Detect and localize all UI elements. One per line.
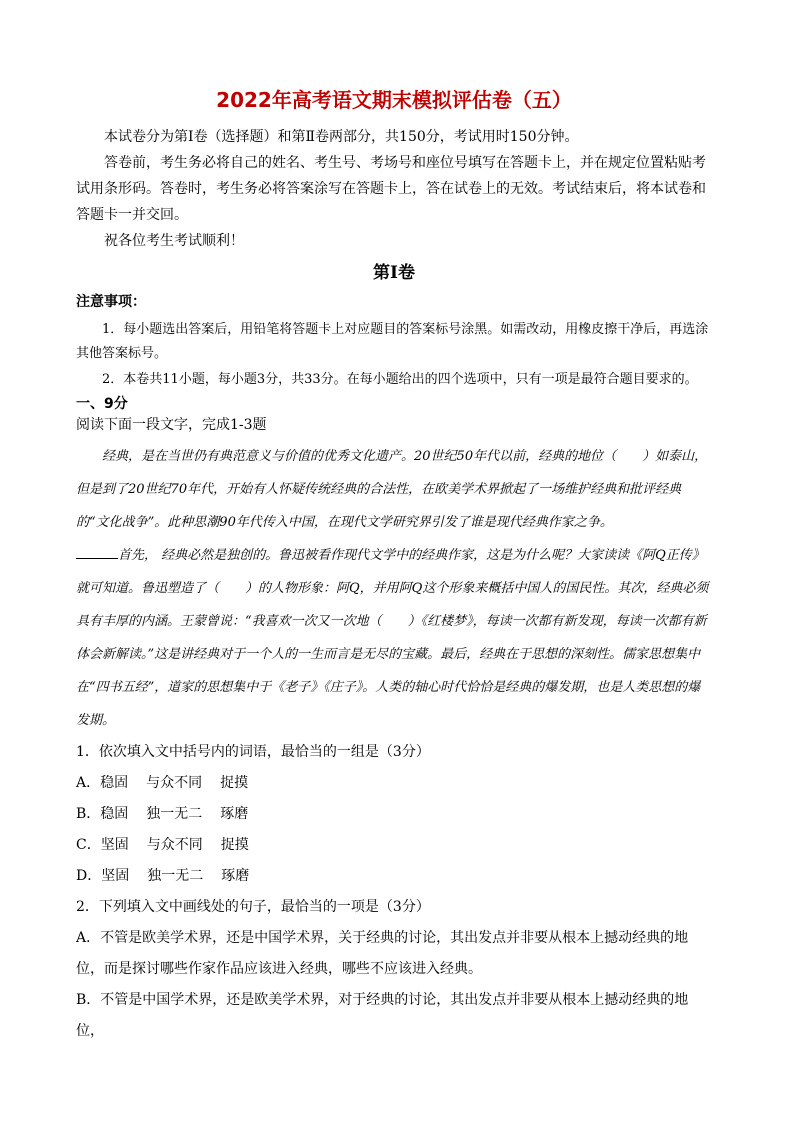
question-1-option-a — [76, 768, 712, 799]
option-word: 独一无二 — [146, 806, 203, 822]
option-word: 捉摸 — [220, 775, 249, 791]
intro-paragraph-1: 本试卷分为第Ⅰ卷（选择题）和第Ⅱ卷两部分，共150分，考试用时150分钟。 — [104, 129, 579, 145]
option-label: D． — [76, 868, 102, 884]
passage-paragraph-2 — [76, 539, 712, 737]
notice-heading: 注意事项： — [76, 294, 146, 310]
option-word: 稳固 — [100, 806, 129, 822]
question-1-option-b — [76, 799, 712, 830]
option-label: A． — [76, 775, 101, 791]
intro-paragraph-3: 祝各位考生考试顺利！ — [104, 233, 244, 249]
option-word: 捉摸 — [220, 837, 249, 853]
option-word: 稳固 — [100, 775, 129, 791]
notice-item-2: 2．本卷共11小题，每小题3分，共33分。在每小题给出的四个选项中，只有一项是最符合题目要求的。 — [102, 372, 698, 387]
exam-title: 2022年高考语文期末模拟评估卷（五） — [216, 88, 572, 112]
option-label: B． — [76, 806, 101, 822]
option-word: 坚固 — [101, 868, 130, 884]
option-word: 与众不同 — [146, 775, 203, 791]
option-word: 坚固 — [100, 837, 129, 853]
option-word: 与众不同 — [146, 837, 203, 853]
passage-paragraph-2-text: 首先， 经典必然是独创的。鲁迅被看作现代文学中的经典作家，这是为什么呢？大家读读《阿Q正传》就可知道。鲁迅塑造了（ ）的人物形象：阿Q，并用阿Q这个形象来概括中国人的国民性。其次，经典必须具有丰厚的内涵。王蒙曾说：“我喜欢一次又一次地（ ）《红楼梦》，每读一次都有新发现，每读一次都有新体会新解读。”这是讲经典对于一个人的一生而言是无尽的宝藏。最后，经典在于思想的深刻性。儒家思想集中在“四书五经”，道家的思想集中于《老子》《庄子》。人类的轴心时代恰恰是经典的爆发期，也是人类思想的爆发期。 — [76, 548, 709, 728]
option-label: C． — [76, 837, 101, 853]
underlined-blank — [76, 544, 118, 559]
question-1-option-d — [76, 861, 712, 892]
part-heading: 一、9分 — [76, 396, 128, 412]
question-2-option-b: B．不管是中国学术界，还是欧美学术界，对于经典的讨论，其出发点并非要从根本上撼动经典的地位， — [76, 992, 689, 1039]
notice-item-1: 1．每小题选出答案后，用铅笔将答题卡上对应题目的答案标号涂黑。如需改动，用橡皮擦干净后，再选涂其他答案标号。 — [76, 322, 709, 361]
option-word: 独一无二 — [147, 868, 204, 884]
intro-paragraph-2: 答卷前，考生务必将自己的姓名、考生号、考场号和座位号填写在答题卡上，并在规定位置粘贴考试用条形码。答卷时，考生务必将答案涂写在答题卡上，答在试卷上的无效。考试结束后，将本试卷和答题卡一并交回。 — [76, 155, 706, 223]
question-2-option-a: A．不管是欧美学术界，还是中国学术界，关于经典的讨论，其出发点并非要从根本上撼动经典的地位，而是探讨哪些作家作品应该进入经典，哪些不应该进入经典。 — [76, 930, 689, 977]
option-word: 琢磨 — [220, 806, 249, 822]
reading-instruction: 阅读下面一段文字，完成1-3题 — [76, 417, 267, 433]
question-1-option-c — [76, 830, 712, 861]
section-title: 第Ⅰ卷 — [373, 263, 415, 283]
question-2-stem: 2．下列填入文中画线处的句子，最恰当的一项是（3分） — [76, 899, 430, 915]
option-word: 琢磨 — [221, 868, 250, 884]
passage-paragraph-1: 经典，是在当世仍有典范意义与价值的优秀文化遗产。20世纪50年代以前，经典的地位（ ）如泰山，但是到了20世纪70年代，开始有人怀疑传统经典的合法性，在欧美学术界掀起了一场维护经典和批评经典的“文化战争”。此种思潮90年代传入中国，在现代文学研究界引发了谁是现代经典作家之争。 — [76, 449, 708, 530]
question-1-stem: 1．依次填入文中括号内的词语，最恰当的一组是（3分） — [76, 744, 430, 760]
